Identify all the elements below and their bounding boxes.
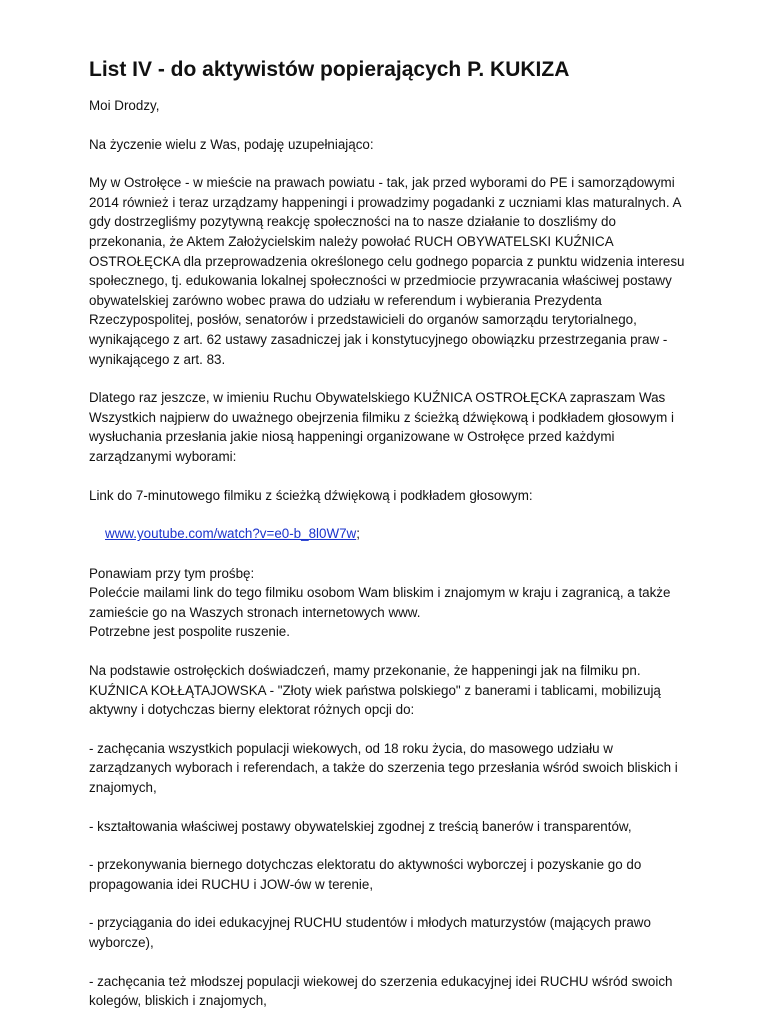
paragraph-3: Na podstawie ostrołęckich doświadczeń, mamy przekonanie, że happeningi jak na filmiku pn. KUŹNICA KOŁŁĄTAJOWSKA - "Złoty wiek państwa polskiego" z banerami i tablicami, mobilizują aktywny i dotychczas bierny elektorat różnych opcji do: bbox=[89, 663, 661, 718]
paragraph-1: My w Ostrołęce - w mieście na prawach powiatu - tak, jak przed wyborami do PE i samorządowymi 2014 również i teraz urządzamy happeningi i prowadzimy pogadanki z uczniami klas maturalnych. A gdy dostrzegliśmy pozytywną reakcję społeczności na to nasze działanie to doszliśmy do przekonania, że Aktem Założycielskim należy powołać RUCH OBYWATELSKI KUŹNICA OSTROŁĘCKA dla przeprowadzenia określonego celu godnego poparcia z punktu widzenia interesu społecznego, tj. edukowania lokalnej społeczności w przedmiocie przywracania właściwej postawy obywatelskiej zarówno wobec prawa do udziału w referendum i wybierania Prezydenta Rzeczypospolitej, posłów, senatorów i przedstawicieli do organów samorządu terytorialnego, wynikającego z art. 62 ustawy zasadniczej jak i konstytucyjnego obowiązku przestrzegania praw - wynikającego z art. 83. bbox=[89, 175, 685, 367]
list-item: - zachęcania też młodszej populacji wiekowej do szerzenia edukacyjnej idei RUCHU wśród swoich kolegów, bliskich i znajomych, bbox=[89, 973, 673, 1009]
greeting: Moi Drodzy, bbox=[89, 98, 160, 113]
list-item: - przekonywania biernego dotychczas elektoratu do aktywności wyborczej i pozyskanie go do propagowania idei RUCHU i JOW-ów w terenie, bbox=[89, 857, 642, 892]
link-intro: Link do 7-minutowego filmiku z ścieżką dźwiękową i podkładem głosowym: bbox=[89, 487, 533, 503]
list-item: - kształtowania właściwej postawy obywatelskiej zgodnej z treścią banerów i transparentów, bbox=[89, 818, 632, 834]
document-title: List IV - do aktywistów popierających P. KUKIZA bbox=[89, 58, 570, 81]
request-line-2: Polećcie mailami link do tego filmiku osobom Wam bliskim i znajomym w kraju i zagranicą, a także zamieście go na Waszych stronach internetowych www. bbox=[89, 585, 671, 620]
document-page bbox=[89, 56, 689, 1030]
request-line-1: Ponawiam przy tym prośbę: bbox=[89, 565, 255, 581]
youtube-link[interactable]: www.youtube.com/watch?v=e0-b_8l0W7w bbox=[105, 526, 357, 542]
link-line bbox=[89, 524, 689, 544]
request-line-3: Potrzebne jest pospolite ruszenie. bbox=[89, 624, 290, 640]
paragraph-2: Dlatego raz jeszcze, w imieniu Ruchu Obywatelskiego KUŹNICA OSTROŁĘCKA zapraszam Was Wszystkich najpierw do uważnego obejrzenia filmiku z ścieżką dźwiękową i podkładem głosowym i wysłuchania przesłania jakie niosą happeningi organizowane w Ostrołęce przed każdymi zarządzanymi wyborami: bbox=[89, 390, 674, 464]
list-item: - zachęcania wszystkich populacji wiekowych, od 18 roku życia, do masowego udziału w zarządzanych wyborach i referendach, a także do szerzenia tego przesłania wśród swoich bliskich i znajomych, bbox=[89, 740, 678, 796]
list-item: - przyciągania do idei edukacyjnej RUCHU studentów i młodych maturzystów (mających prawo wyborcze), bbox=[89, 915, 651, 950]
intro-paragraph: Na życzenie wielu z Was, podaję uzupełniająco: bbox=[89, 136, 374, 152]
link-suffix: ; bbox=[356, 526, 360, 542]
